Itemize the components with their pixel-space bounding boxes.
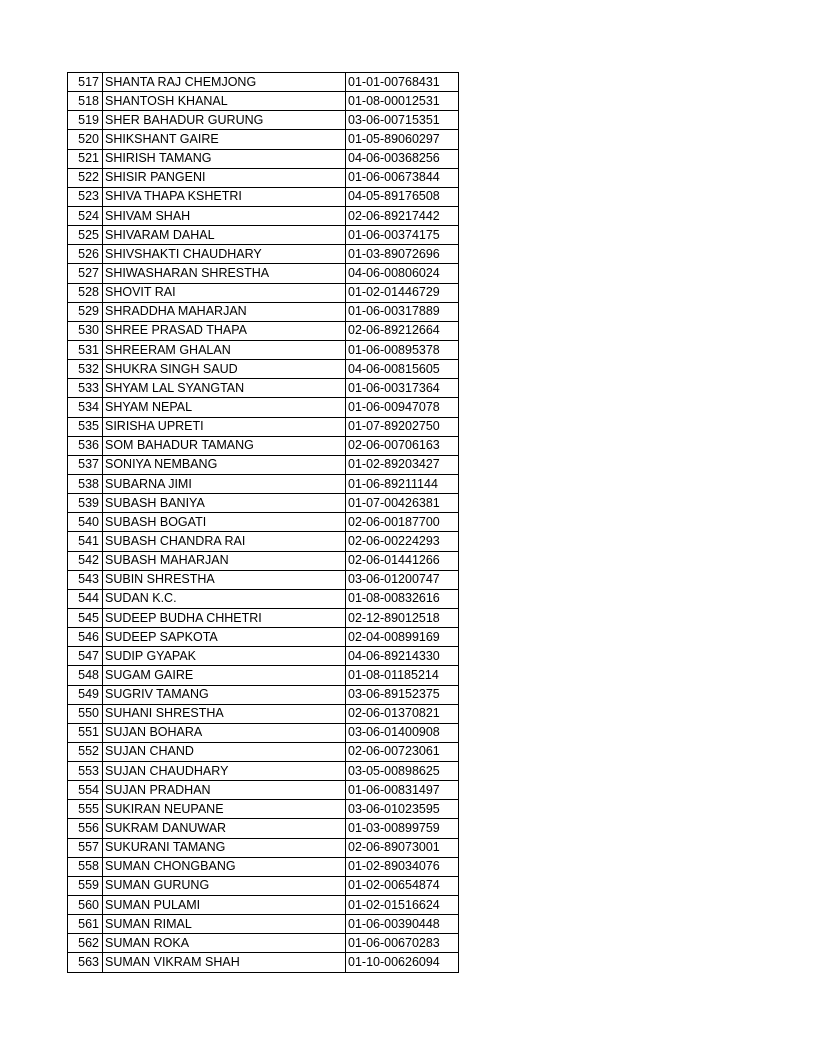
code-cell: 01-06-00670283 [346, 934, 459, 953]
table-row [68, 742, 459, 761]
name-cell: SHREE PRASAD THAPA [103, 321, 346, 340]
code-cell: 02-06-01370821 [346, 704, 459, 723]
code-cell: 02-06-89073001 [346, 838, 459, 857]
table-row [68, 455, 459, 474]
row-number-cell: 545 [68, 608, 103, 627]
table-row [68, 302, 459, 321]
code-cell: 02-12-89012518 [346, 608, 459, 627]
table-row [68, 360, 459, 379]
table-row [68, 321, 459, 340]
table-body [68, 73, 459, 973]
table-row [68, 781, 459, 800]
row-number-cell: 549 [68, 685, 103, 704]
row-number-cell: 540 [68, 513, 103, 532]
table-row [68, 647, 459, 666]
table-row [68, 226, 459, 245]
code-cell: 01-08-00012531 [346, 92, 459, 111]
code-cell: 01-08-00832616 [346, 589, 459, 608]
code-cell: 01-03-00899759 [346, 819, 459, 838]
row-number-cell: 525 [68, 226, 103, 245]
row-number-cell: 544 [68, 589, 103, 608]
name-cell: SUMAN VIKRAM SHAH [103, 953, 346, 972]
name-cell: SUJAN CHAUDHARY [103, 762, 346, 781]
name-cell: SHIKSHANT GAIRE [103, 130, 346, 149]
code-cell: 01-02-89203427 [346, 455, 459, 474]
row-number-cell: 551 [68, 723, 103, 742]
name-cell: SHOVIT RAI [103, 283, 346, 302]
name-cell: SHIVARAM DAHAL [103, 226, 346, 245]
name-cell: SUDIP GYAPAK [103, 647, 346, 666]
code-cell: 03-06-89152375 [346, 685, 459, 704]
name-cell: SUHANI SHRESTHA [103, 704, 346, 723]
code-cell: 01-02-01516624 [346, 896, 459, 915]
code-cell: 02-06-00224293 [346, 532, 459, 551]
table-row [68, 685, 459, 704]
code-cell: 01-06-00831497 [346, 781, 459, 800]
row-number-cell: 519 [68, 111, 103, 130]
table-row [68, 628, 459, 647]
code-cell: 04-05-89176508 [346, 187, 459, 206]
table-row [68, 704, 459, 723]
code-cell: 02-06-01441266 [346, 551, 459, 570]
name-cell: SUMAN PULAMI [103, 896, 346, 915]
name-cell: SUBASH BOGATI [103, 513, 346, 532]
table-row [68, 168, 459, 187]
row-number-cell: 554 [68, 781, 103, 800]
code-cell: 01-06-00947078 [346, 398, 459, 417]
table-row [68, 589, 459, 608]
table-row [68, 379, 459, 398]
table-row [68, 187, 459, 206]
code-cell: 04-06-00815605 [346, 360, 459, 379]
table-row [68, 876, 459, 895]
row-number-cell: 546 [68, 628, 103, 647]
name-cell: SIRISHA UPRETI [103, 417, 346, 436]
name-cell: SUMAN CHONGBANG [103, 857, 346, 876]
table-row [68, 934, 459, 953]
code-cell: 01-02-00654874 [346, 876, 459, 895]
table-row [68, 436, 459, 455]
name-cell: SHISIR PANGENI [103, 168, 346, 187]
name-cell: SUDEEP SAPKOTA [103, 628, 346, 647]
name-cell: SUMAN ROKA [103, 934, 346, 953]
table-row [68, 398, 459, 417]
code-cell: 01-08-01185214 [346, 666, 459, 685]
code-cell: 01-06-00374175 [346, 226, 459, 245]
name-cell: SUGAM GAIRE [103, 666, 346, 685]
table-row [68, 532, 459, 551]
name-cell: SHIWASHARAN SHRESTHA [103, 264, 346, 283]
name-cell: SONIYA NEMBANG [103, 455, 346, 474]
code-cell: 03-06-00715351 [346, 111, 459, 130]
table-row [68, 666, 459, 685]
code-cell: 01-03-89072696 [346, 245, 459, 264]
row-number-cell: 559 [68, 876, 103, 895]
table-row [68, 111, 459, 130]
row-number-cell: 518 [68, 92, 103, 111]
table-row [68, 513, 459, 532]
code-cell: 02-06-00723061 [346, 742, 459, 761]
name-cell: SHANTOSH KHANAL [103, 92, 346, 111]
row-number-cell: 533 [68, 379, 103, 398]
name-cell: SHYAM LAL SYANGTAN [103, 379, 346, 398]
table-row [68, 608, 459, 627]
name-cell: SHER BAHADUR GURUNG [103, 111, 346, 130]
row-number-cell: 552 [68, 742, 103, 761]
name-cell: SHIVAM SHAH [103, 206, 346, 225]
code-cell: 02-06-00706163 [346, 436, 459, 455]
row-number-cell: 538 [68, 474, 103, 493]
code-cell: 01-10-00626094 [346, 953, 459, 972]
code-cell: 02-06-00187700 [346, 513, 459, 532]
code-cell: 01-07-00426381 [346, 494, 459, 513]
table-row [68, 723, 459, 742]
row-number-cell: 520 [68, 130, 103, 149]
code-cell: 01-05-89060297 [346, 130, 459, 149]
name-cell: SUMAN GURUNG [103, 876, 346, 895]
code-cell: 02-06-89217442 [346, 206, 459, 225]
table-row [68, 73, 459, 92]
list-table [67, 72, 459, 973]
code-cell: 04-06-89214330 [346, 647, 459, 666]
row-number-cell: 537 [68, 455, 103, 474]
code-cell: 01-06-00390448 [346, 915, 459, 934]
name-cell: SUKRAM DANUWAR [103, 819, 346, 838]
row-number-cell: 526 [68, 245, 103, 264]
name-cell: SUJAN PRADHAN [103, 781, 346, 800]
code-cell: 01-02-89034076 [346, 857, 459, 876]
row-number-cell: 562 [68, 934, 103, 953]
code-cell: 01-06-00317364 [346, 379, 459, 398]
table-row [68, 130, 459, 149]
table-row [68, 800, 459, 819]
table-row [68, 206, 459, 225]
name-cell: SUJAN CHAND [103, 742, 346, 761]
table-row [68, 570, 459, 589]
name-cell: SUBIN SHRESTHA [103, 570, 346, 589]
row-number-cell: 556 [68, 819, 103, 838]
name-cell: SHREERAM GHALAN [103, 340, 346, 359]
name-cell: SHIVA THAPA KSHETRI [103, 187, 346, 206]
row-number-cell: 561 [68, 915, 103, 934]
table-row [68, 819, 459, 838]
table-row [68, 762, 459, 781]
row-number-cell: 541 [68, 532, 103, 551]
name-cell: SUDAN K.C. [103, 589, 346, 608]
code-cell: 02-06-89212664 [346, 321, 459, 340]
name-cell: SUBASH MAHARJAN [103, 551, 346, 570]
table-row [68, 92, 459, 111]
row-number-cell: 553 [68, 762, 103, 781]
name-cell: SHANTA RAJ CHEMJONG [103, 73, 346, 92]
row-number-cell: 542 [68, 551, 103, 570]
name-cell: SHYAM NEPAL [103, 398, 346, 417]
code-cell: 04-06-00806024 [346, 264, 459, 283]
row-number-cell: 560 [68, 896, 103, 915]
name-cell: SUDEEP BUDHA CHHETRI [103, 608, 346, 627]
code-cell: 01-02-01446729 [346, 283, 459, 302]
code-cell: 02-04-00899169 [346, 628, 459, 647]
table-row [68, 857, 459, 876]
row-number-cell: 532 [68, 360, 103, 379]
code-cell: 01-07-89202750 [346, 417, 459, 436]
name-cell: SOM BAHADUR TAMANG [103, 436, 346, 455]
row-number-cell: 534 [68, 398, 103, 417]
table-row [68, 245, 459, 264]
row-number-cell: 527 [68, 264, 103, 283]
name-cell: SUBASH BANIYA [103, 494, 346, 513]
code-cell: 03-06-01200747 [346, 570, 459, 589]
table-row [68, 494, 459, 513]
row-number-cell: 535 [68, 417, 103, 436]
row-number-cell: 528 [68, 283, 103, 302]
name-cell: SUKIRAN NEUPANE [103, 800, 346, 819]
table-row [68, 838, 459, 857]
name-cell: SHIRISH TAMANG [103, 149, 346, 168]
table-row [68, 149, 459, 168]
name-cell: SUKURANI TAMANG [103, 838, 346, 857]
row-number-cell: 557 [68, 838, 103, 857]
code-cell: 04-06-00368256 [346, 149, 459, 168]
row-number-cell: 524 [68, 206, 103, 225]
code-cell: 03-06-01023595 [346, 800, 459, 819]
row-number-cell: 531 [68, 340, 103, 359]
name-cell: SHRADDHA MAHARJAN [103, 302, 346, 321]
name-cell: SHIVSHAKTI CHAUDHARY [103, 245, 346, 264]
code-cell: 01-06-00317889 [346, 302, 459, 321]
name-cell: SHUKRA SINGH SAUD [103, 360, 346, 379]
row-number-cell: 563 [68, 953, 103, 972]
name-cell: SUMAN RIMAL [103, 915, 346, 934]
row-number-cell: 529 [68, 302, 103, 321]
row-number-cell: 543 [68, 570, 103, 589]
code-cell: 01-06-89211144 [346, 474, 459, 493]
code-cell: 01-06-00895378 [346, 340, 459, 359]
row-number-cell: 555 [68, 800, 103, 819]
row-number-cell: 547 [68, 647, 103, 666]
table-row [68, 474, 459, 493]
code-cell: 01-01-00768431 [346, 73, 459, 92]
row-number-cell: 539 [68, 494, 103, 513]
row-number-cell: 550 [68, 704, 103, 723]
code-cell: 03-05-00898625 [346, 762, 459, 781]
name-cell: SUGRIV TAMANG [103, 685, 346, 704]
table-row [68, 551, 459, 570]
table-row [68, 417, 459, 436]
row-number-cell: 548 [68, 666, 103, 685]
code-cell: 01-06-00673844 [346, 168, 459, 187]
row-number-cell: 530 [68, 321, 103, 340]
table-row [68, 340, 459, 359]
row-number-cell: 521 [68, 149, 103, 168]
name-cell: SUBARNA JIMI [103, 474, 346, 493]
table-row [68, 953, 459, 972]
row-number-cell: 522 [68, 168, 103, 187]
table-row [68, 896, 459, 915]
table-row [68, 283, 459, 302]
row-number-cell: 558 [68, 857, 103, 876]
name-cell: SUJAN BOHARA [103, 723, 346, 742]
name-cell: SUBASH CHANDRA RAI [103, 532, 346, 551]
row-number-cell: 523 [68, 187, 103, 206]
table-row [68, 264, 459, 283]
row-number-cell: 517 [68, 73, 103, 92]
row-number-cell: 536 [68, 436, 103, 455]
table-row [68, 915, 459, 934]
code-cell: 03-06-01400908 [346, 723, 459, 742]
